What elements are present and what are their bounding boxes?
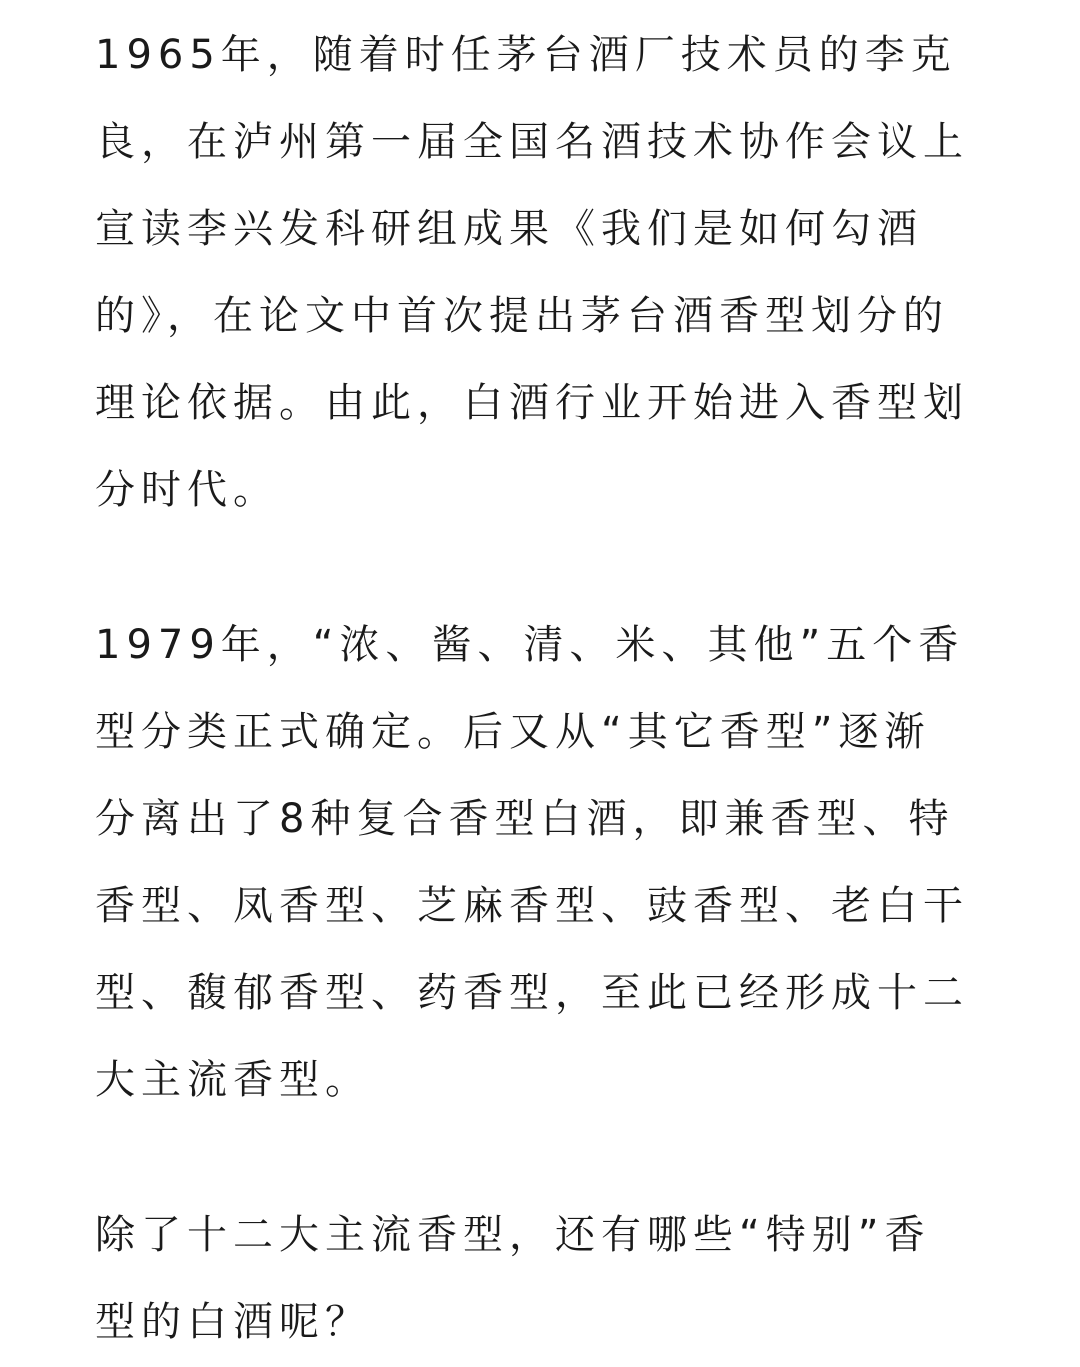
text-line: 型分类正式确定。后又从“其它香型”逐渐	[95, 709, 931, 755]
text-line: 大主流香型。	[95, 1057, 371, 1103]
text-line: 型、馥郁香型、药香型，至此已经形成十二	[95, 970, 969, 1016]
text-line: 良，在泸州第一届全国名酒技术协作会议上	[95, 119, 969, 165]
text-line: 理论依据。由此，白酒行业开始进入香型划	[95, 380, 969, 426]
text-line: 1979年，“浓、酱、清、米、其他”五个香	[95, 622, 965, 668]
text-line: 分时代。	[95, 467, 279, 513]
text-line: 1965年，随着时任茅台酒厂技术员的李克	[95, 32, 957, 78]
paragraph-history-1979	[95, 602, 995, 1124]
text-line: 除了十二大主流香型，还有哪些“特别”香	[95, 1212, 931, 1258]
paragraph-question	[95, 1192, 995, 1366]
text-line: 宣读李兴发科研组成果《我们是如何勾酒	[95, 206, 923, 252]
text-line: 分离出了8种复合香型白酒，即兼香型、特	[95, 796, 955, 842]
paragraph-history-1965	[95, 12, 995, 534]
text-line: 的》，在论文中首次提出茅台酒香型划分的	[95, 293, 949, 339]
text-line: 型的白酒呢？	[95, 1299, 371, 1345]
text-line: 香型、凤香型、芝麻香型、豉香型、老白干	[95, 883, 969, 929]
